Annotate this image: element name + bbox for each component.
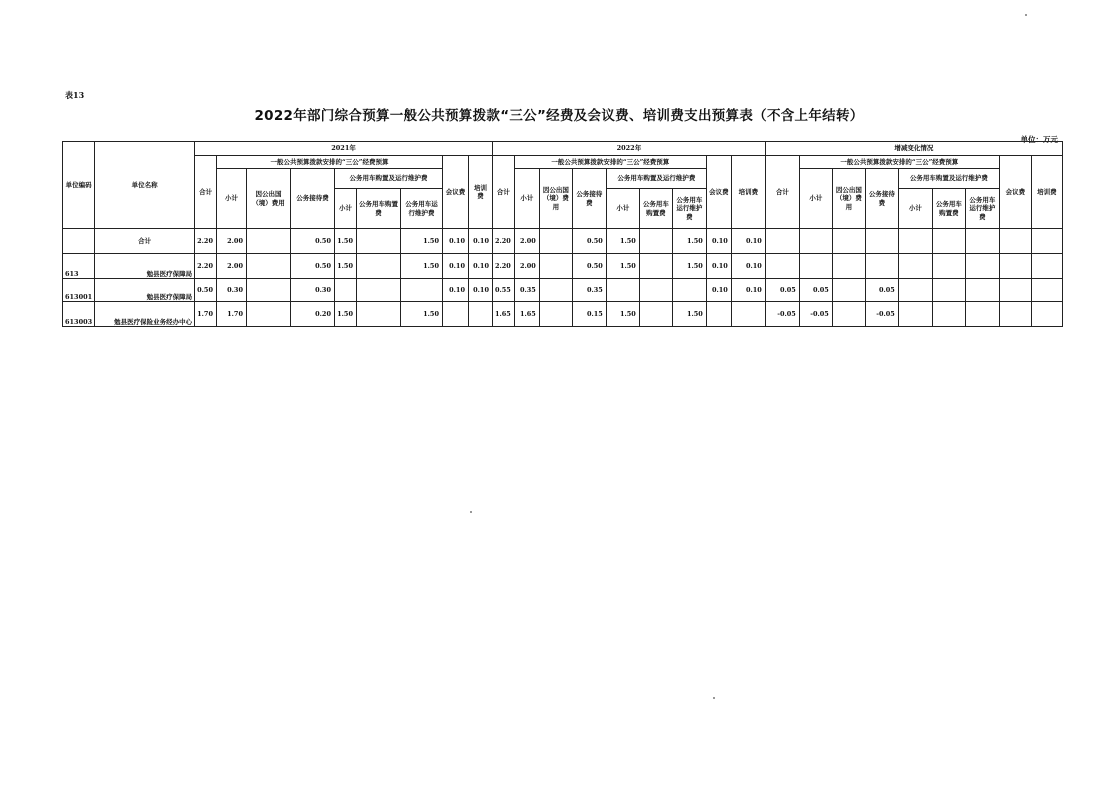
cell-value: 1.50	[334, 254, 356, 279]
header-unit-name: 单位名称	[95, 142, 195, 229]
cell-value	[932, 302, 965, 327]
cell-value	[246, 254, 290, 279]
cell-value	[246, 229, 290, 254]
cell-value: 0.35	[514, 279, 539, 302]
cell-value	[731, 302, 765, 327]
cell-value: 0.20	[290, 302, 334, 327]
cell-value	[400, 279, 442, 302]
cell-value: 0.50	[195, 279, 217, 302]
cell-value	[356, 254, 400, 279]
cell-value	[932, 229, 965, 254]
header-unit-code: 单位编码	[63, 142, 95, 229]
cell-value: 2.20	[492, 229, 514, 254]
cell-value: 1.50	[606, 254, 639, 279]
cell-value: 2.00	[514, 229, 539, 254]
cell-value: 0.05	[765, 279, 799, 302]
cell-value	[639, 229, 672, 254]
cell-unit-code	[63, 229, 95, 254]
cell-value: 0.35	[572, 279, 606, 302]
header-abroad-change: 因公出国（境）费用	[832, 169, 865, 229]
cell-value: 1.50	[400, 302, 442, 327]
cell-value	[706, 302, 731, 327]
header-veh-buy-2021: 公务用车购置费	[356, 189, 400, 229]
cell-value	[799, 254, 832, 279]
cell-value	[539, 254, 572, 279]
cell-value: 1.50	[400, 229, 442, 254]
cell-value	[898, 279, 932, 302]
cell-value	[898, 302, 932, 327]
cell-value	[334, 279, 356, 302]
cell-value	[832, 254, 865, 279]
header-meeting-2022: 会议费	[706, 156, 731, 229]
cell-value: 0.15	[572, 302, 606, 327]
cell-value: 0.55	[492, 279, 514, 302]
unit-label: 单位：万元	[1020, 135, 1058, 144]
cell-value	[356, 302, 400, 327]
cell-value	[639, 279, 672, 302]
header-total-change: 合计	[765, 156, 799, 229]
cell-value: 0.10	[442, 229, 468, 254]
cell-unit-code: 613003	[63, 302, 95, 327]
cell-value: 0.10	[468, 254, 492, 279]
cell-value: 2.20	[195, 254, 217, 279]
cell-value: -0.05	[765, 302, 799, 327]
cell-value	[246, 302, 290, 327]
cell-value: 0.30	[290, 279, 334, 302]
cell-value	[932, 254, 965, 279]
cell-value	[865, 254, 898, 279]
cell-value: 1.50	[672, 254, 706, 279]
cell-value	[865, 229, 898, 254]
cell-value: 1.50	[606, 229, 639, 254]
header-total-2022: 合计	[492, 156, 514, 229]
cell-value	[932, 279, 965, 302]
cell-value: 0.30	[216, 279, 246, 302]
cell-value: 1.70	[195, 302, 217, 327]
cell-value	[832, 279, 865, 302]
header-veh-buy-change: 公务用车购置费	[932, 189, 965, 229]
cell-value: 0.10	[468, 229, 492, 254]
header-year-2022: 2022年	[492, 142, 765, 156]
header-training-change: 培训费	[1031, 156, 1062, 229]
header-training-2022: 培训费	[731, 156, 765, 229]
scan-speck	[470, 511, 472, 513]
cell-value: 1.50	[672, 229, 706, 254]
table-row	[63, 229, 1063, 254]
scan-speck	[713, 697, 715, 699]
cell-value	[832, 302, 865, 327]
header-veh-run-2021: 公务用车运行维护费	[400, 189, 442, 229]
cell-value: 0.10	[731, 279, 765, 302]
cell-value	[965, 254, 999, 279]
header-reception-change: 公务接待费	[865, 169, 898, 229]
cell-unit-code: 613001	[63, 279, 95, 302]
table-row	[63, 254, 1063, 279]
header-abroad-2021: 因公出国（境）费用	[246, 169, 290, 229]
cell-value	[965, 229, 999, 254]
cell-value: 1.65	[492, 302, 514, 327]
cell-value: 0.50	[290, 254, 334, 279]
cell-value: 0.50	[572, 254, 606, 279]
cell-value: 0.50	[290, 229, 334, 254]
page-title: 2022年部门综合预算一般公共预算拨款“三公”经费及会议费、培训费支出预算表（不含上年结转）	[254, 108, 864, 124]
header-meeting-2021: 会议费	[442, 156, 468, 229]
header-veh-buy-2022: 公务用车购置费	[639, 189, 672, 229]
cell-value: 0.10	[442, 254, 468, 279]
cell-value: 2.20	[492, 254, 514, 279]
cell-value	[1031, 302, 1062, 327]
header-veh-sub-2022: 小计	[606, 189, 639, 229]
cell-value: 1.50	[334, 302, 356, 327]
header-abroad-2022: 因公出国（境）费用	[539, 169, 572, 229]
header-sangong-2021: 一般公共预算拨款安排的“三公”经费预算	[216, 156, 442, 169]
cell-value	[898, 229, 932, 254]
cell-value	[442, 302, 468, 327]
header-training-2021: 培训费	[468, 156, 492, 229]
cell-value: 0.10	[731, 229, 765, 254]
cell-value	[672, 279, 706, 302]
cell-value: 0.05	[865, 279, 898, 302]
header-vehicle-2022: 公务用车购置及运行维护费	[606, 169, 706, 189]
cell-value	[999, 229, 1031, 254]
cell-value	[468, 302, 492, 327]
cell-value	[539, 279, 572, 302]
cell-value	[639, 302, 672, 327]
cell-value	[832, 229, 865, 254]
cell-value	[999, 254, 1031, 279]
cell-value	[965, 302, 999, 327]
cell-value: 1.50	[672, 302, 706, 327]
cell-unit-name: 勉县医疗保障局	[95, 254, 195, 279]
cell-value	[765, 254, 799, 279]
cell-value: 0.10	[706, 229, 731, 254]
cell-value	[606, 279, 639, 302]
cell-value	[898, 254, 932, 279]
cell-value: 2.00	[514, 254, 539, 279]
header-reception-2021: 公务接待费	[290, 169, 334, 229]
scan-speck	[1025, 14, 1027, 16]
cell-value: 0.05	[799, 279, 832, 302]
header-veh-run-change: 公务用车运行维护费	[965, 189, 999, 229]
cell-value: 2.00	[216, 254, 246, 279]
cell-unit-name: 勉县医疗保险业务经办中心	[95, 302, 195, 327]
cell-value: 0.10	[706, 279, 731, 302]
header-subtotal-change: 小计	[799, 169, 832, 229]
header-year-2021: 2021年	[195, 142, 493, 156]
header-reception-2022: 公务接待费	[572, 169, 606, 229]
table-row	[63, 279, 1063, 302]
header-total-2021: 合计	[195, 156, 217, 229]
header-subtotal-2021: 小计	[216, 169, 246, 229]
cell-value	[799, 229, 832, 254]
cell-value: 0.10	[731, 254, 765, 279]
cell-value	[765, 229, 799, 254]
cell-value: 0.10	[468, 279, 492, 302]
header-vehicle-2021: 公务用车购置及运行维护费	[334, 169, 442, 189]
cell-value: 1.65	[514, 302, 539, 327]
cell-value	[539, 302, 572, 327]
cell-value: 2.20	[195, 229, 217, 254]
cell-value: -0.05	[799, 302, 832, 327]
cell-value: 1.50	[606, 302, 639, 327]
cell-value	[999, 279, 1031, 302]
budget-table	[62, 141, 1063, 327]
cell-value	[1031, 254, 1062, 279]
cell-value	[999, 302, 1031, 327]
header-meeting-change: 会议费	[999, 156, 1031, 229]
header-veh-sub-2021: 小计	[334, 189, 356, 229]
cell-value	[539, 229, 572, 254]
cell-unit-name: 合计	[95, 229, 195, 254]
cell-value: 2.00	[216, 229, 246, 254]
header-change: 增减变化情况	[765, 142, 1062, 156]
cell-value	[356, 229, 400, 254]
cell-value: 0.50	[572, 229, 606, 254]
cell-value	[965, 279, 999, 302]
cell-value: -0.05	[865, 302, 898, 327]
cell-value: 1.50	[334, 229, 356, 254]
cell-value	[246, 279, 290, 302]
cell-value	[1031, 229, 1062, 254]
cell-value: 0.10	[442, 279, 468, 302]
cell-value	[1031, 279, 1062, 302]
cell-value: 0.10	[706, 254, 731, 279]
cell-value: 1.70	[216, 302, 246, 327]
table-row	[63, 302, 1063, 327]
header-sangong-2022: 一般公共预算拨款安排的“三公”经费预算	[514, 156, 706, 169]
header-veh-sub-change: 小计	[898, 189, 932, 229]
cell-value	[356, 279, 400, 302]
cell-unit-name: 勉县医疗保障局	[95, 279, 195, 302]
header-subtotal-2022: 小计	[514, 169, 539, 229]
header-sangong-change: 一般公共预算拨款安排的“三公”经费预算	[799, 156, 999, 169]
cell-value	[639, 254, 672, 279]
cell-value: 1.50	[400, 254, 442, 279]
cell-unit-code: 613	[63, 254, 95, 279]
header-vehicle-change: 公务用车购置及运行维护费	[898, 169, 999, 189]
header-veh-run-2022: 公务用车运行维护费	[672, 189, 706, 229]
table-number: 表13	[65, 90, 85, 100]
